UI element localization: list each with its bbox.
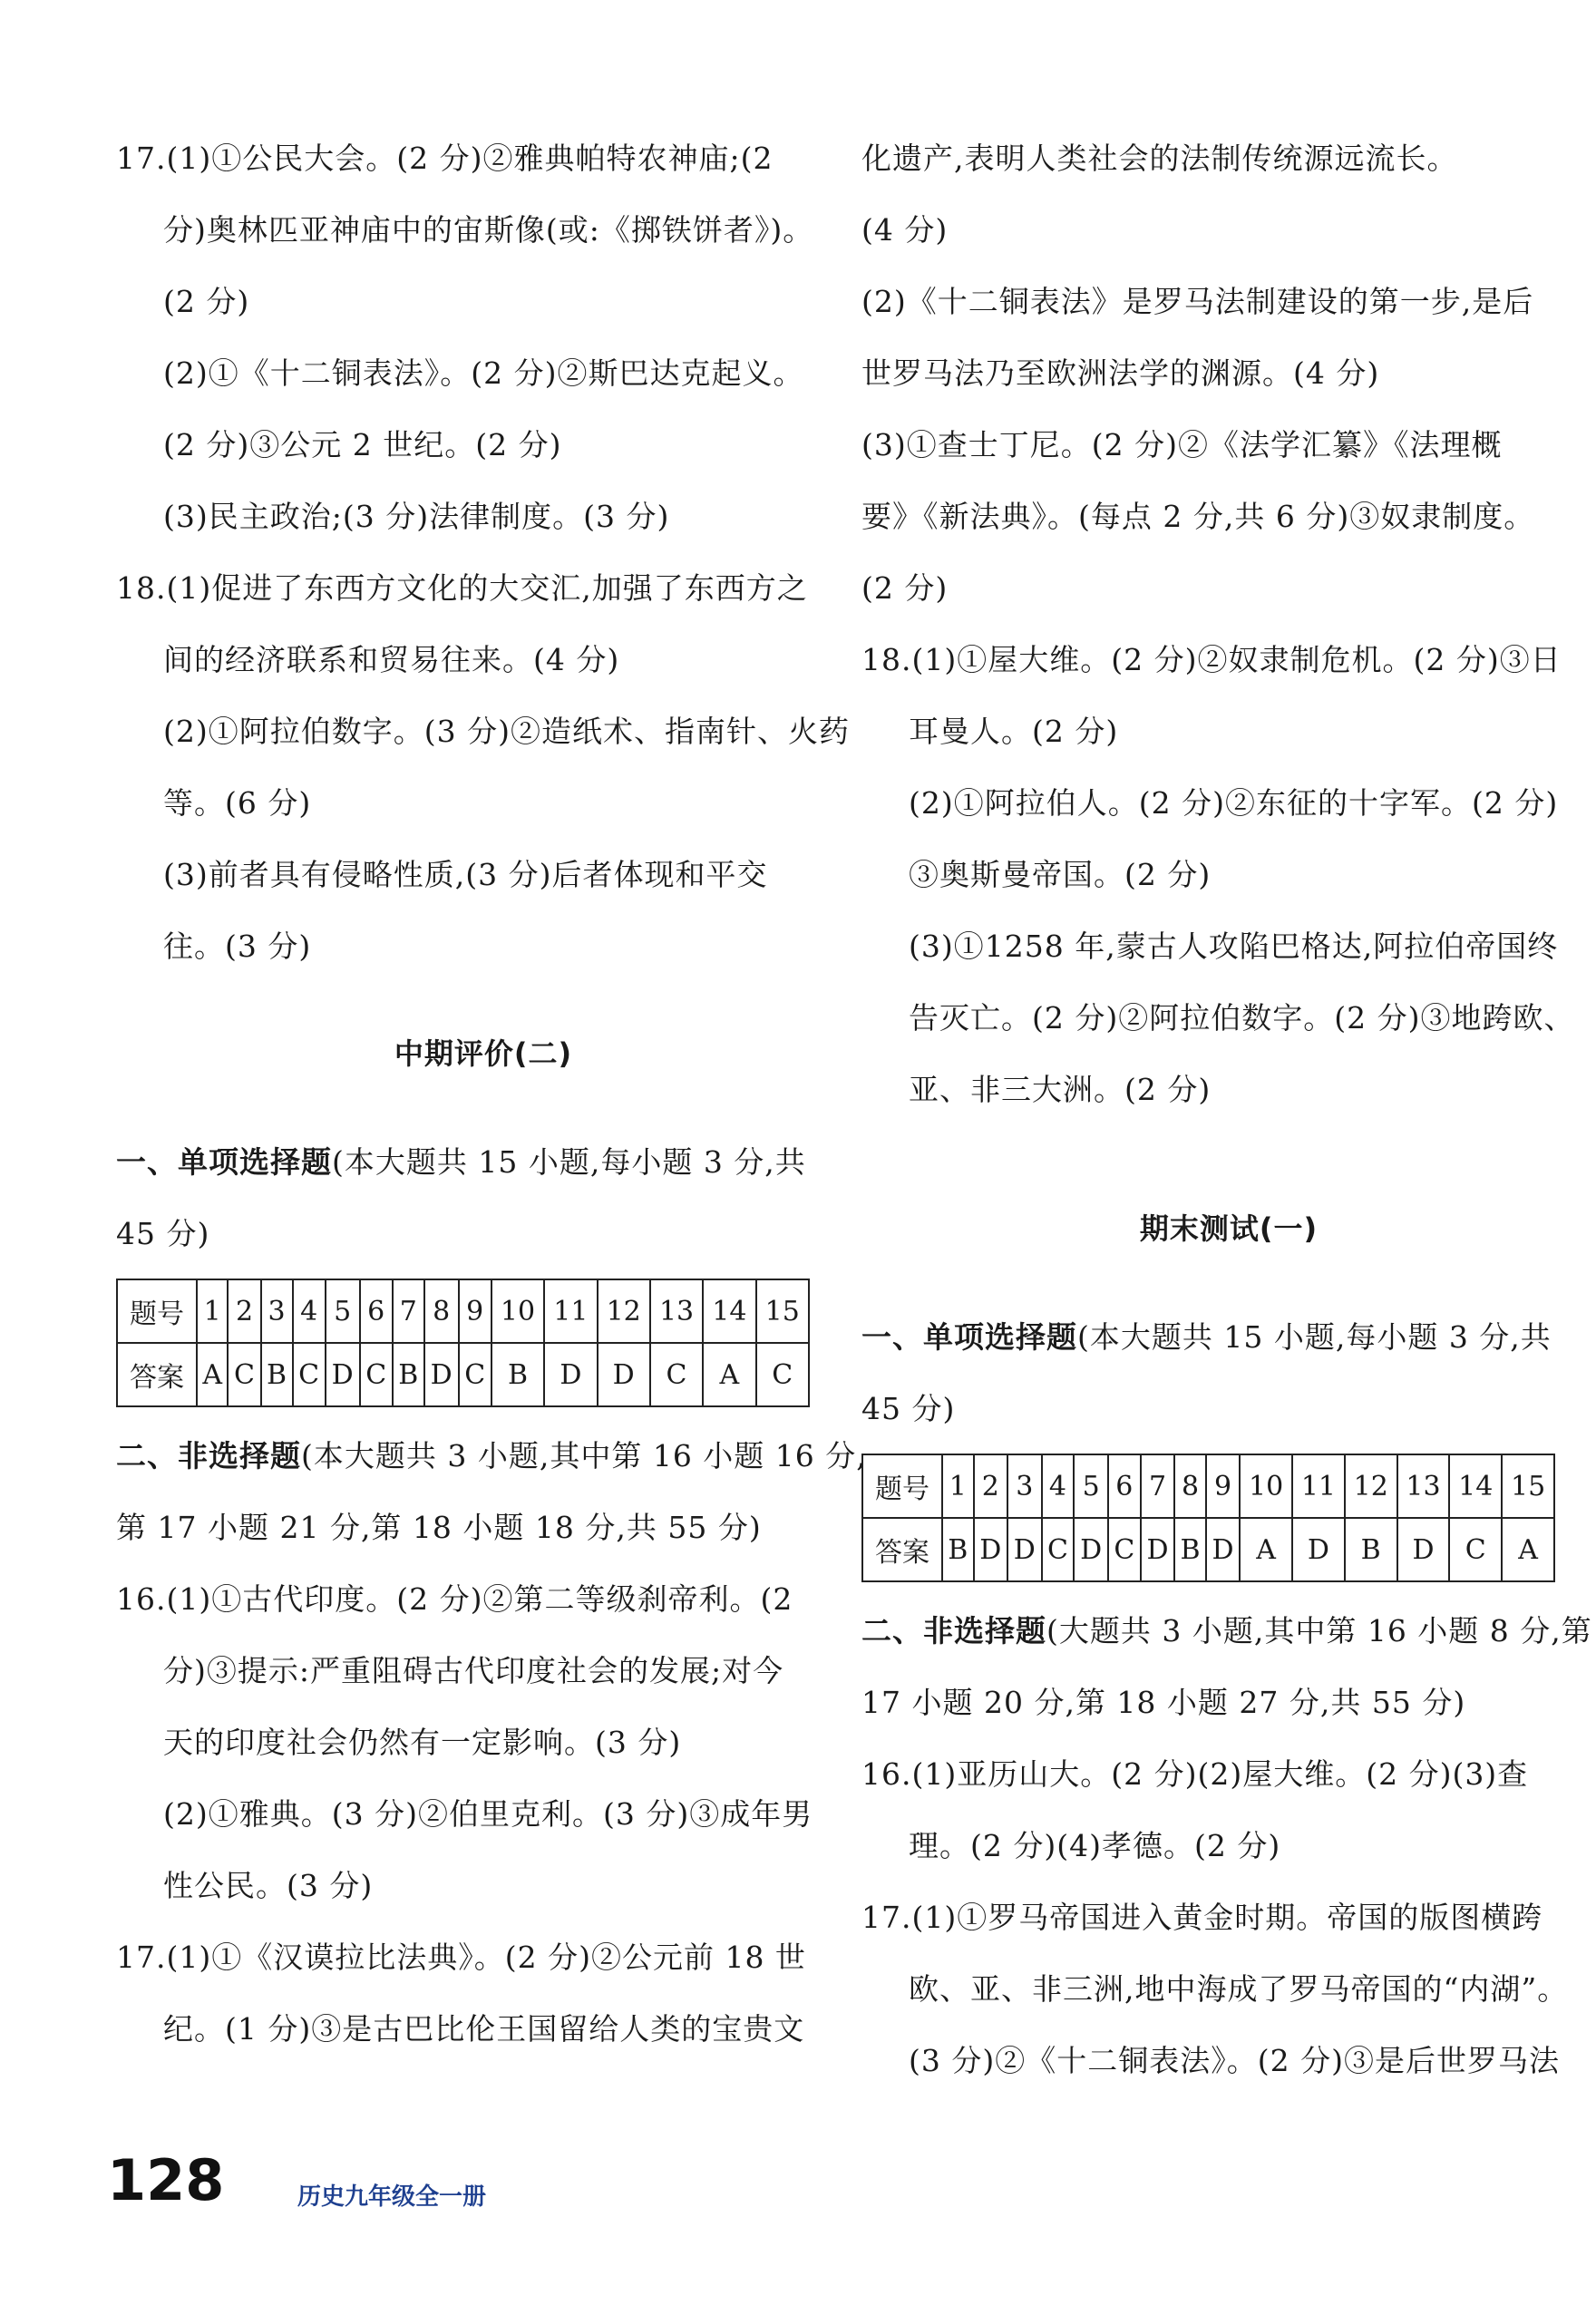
answer-cell: C [650, 1343, 703, 1406]
question-number-cell: 3 [261, 1279, 293, 1343]
answer-cell: C [1042, 1518, 1075, 1581]
answer-cell: B [393, 1343, 424, 1406]
answer-line: 等。(6 分) [163, 785, 312, 821]
answer-cell: D [974, 1518, 1007, 1581]
left-column [116, 122, 867, 2065]
answer-line: ③奥斯曼帝国。(2 分) [909, 857, 1212, 892]
book-title: 历史九年级全一册 [297, 2183, 487, 2211]
answer-cell: A [1502, 1518, 1554, 1581]
answer-line: (3)前者具有侵略性质,(3 分)后者体现和平交 [163, 857, 768, 892]
answer-cell: C [756, 1343, 809, 1406]
answer-line: 16.(1)亚历山大。(2 分)(2)屋大维。(2 分)(3)查 [861, 1756, 1529, 1792]
part1-heading-cont: 45 分) [116, 1216, 210, 1251]
table-row-label-answer: 答案 [117, 1343, 197, 1406]
part2-heading [861, 1595, 1596, 1667]
question-number-cell: 9 [459, 1279, 491, 1343]
answer-line: 分)奥林匹亚神庙中的宙斯像(或:《掷铁饼者》)。 [163, 212, 814, 248]
answer-table [861, 1454, 1555, 1582]
right-column [861, 122, 1596, 2096]
answer-cell: A [197, 1343, 228, 1406]
answer-cell: B [491, 1343, 544, 1406]
answer-line: (2)①阿拉伯人。(2 分)②东征的十字军。(2 分) [909, 785, 1559, 821]
question-number-cell: 1 [197, 1279, 228, 1343]
part1-head-detail: (本大题共 15 小题,每小题 3 分,共 [1077, 1319, 1552, 1355]
answer-line: 世罗马法乃至欧洲法学的渊源。(4 分) [861, 355, 1380, 391]
answer-line: (2 分) [163, 284, 250, 319]
question-number-cell: 6 [360, 1279, 393, 1343]
question-number-cell: 6 [1108, 1454, 1141, 1518]
answer-line: (3)民主政治;(3 分)法律制度。(3 分) [163, 499, 670, 534]
answer-cell: D [1397, 1518, 1450, 1581]
page-number: 128 [107, 2147, 225, 2213]
part2-head-detail: (本大题共 3 小题,其中第 16 小题 16 分, [301, 1438, 867, 1473]
answer-line: 亚、非三大洲。(2 分) [909, 1072, 1212, 1107]
table-row-label-answer: 答案 [862, 1518, 942, 1581]
answer-cell: C [1449, 1518, 1502, 1581]
answer-line: 往。(3 分) [163, 929, 312, 964]
question-number-cell: 13 [650, 1279, 703, 1343]
answer-cell: D [544, 1343, 597, 1406]
answer-cell: D [598, 1343, 650, 1406]
answer-cell: D [326, 1343, 360, 1406]
answer-line: (2)①雅典。(3 分)②伯里克利。(3 分)③成年男 [163, 1796, 813, 1832]
question-number-cell: 11 [544, 1279, 597, 1343]
right-answers-block-2 [861, 1738, 1596, 2096]
table-row-label-number: 题号 [862, 1454, 942, 1518]
answer-line: 分)③提示:严重阻碍古代印度社会的发展;对今 [163, 1653, 784, 1688]
part2-heading-cont: 17 小题 20 分,第 18 小题 27 分,共 55 分) [861, 1685, 1466, 1720]
answer-line: 欧、亚、非三洲,地中海成了罗马帝国的“内湖”。 [909, 1971, 1569, 2007]
question-number-cell: 15 [756, 1279, 809, 1343]
question-number-cell: 2 [974, 1454, 1007, 1518]
answer-line: 17.(1)①《汉谟拉比法典》。(2 分)②公元前 18 世 [116, 1940, 806, 1975]
answer-line: 17.(1)①罗马帝国进入黄金时期。帝国的版图横跨 [861, 1900, 1543, 1935]
answer-line: (2)①阿拉伯数字。(3 分)②造纸术、指南针、火药 [163, 714, 850, 749]
question-number-cell: 8 [424, 1279, 459, 1343]
answer-cell: C [228, 1343, 260, 1406]
answer-line: (3)①查士丁尼。(2 分)②《法学汇纂》《法理概 [861, 427, 1503, 462]
question-number-cell: 4 [1042, 1454, 1075, 1518]
left-answers-block-2 [116, 1563, 851, 2065]
part1-head-label: 一、单项选择题 [861, 1319, 1077, 1355]
question-number-cell: 10 [491, 1279, 544, 1343]
part1-heading-cont: 45 分) [861, 1391, 956, 1426]
answer-cell: C [1108, 1518, 1141, 1581]
part1-heading [116, 1126, 851, 1198]
question-number-cell: 7 [1141, 1454, 1174, 1518]
question-number-cell: 3 [1007, 1454, 1041, 1518]
answer-table [116, 1279, 810, 1407]
question-number-cell: 15 [1502, 1454, 1554, 1518]
answer-cell: C [293, 1343, 326, 1406]
answer-cell: B [261, 1343, 293, 1406]
section-title-midterm-2: 中期评价(二) [394, 1036, 573, 1071]
answer-cell: B [1345, 1518, 1397, 1581]
answer-cell: A [703, 1343, 755, 1406]
question-number-cell: 12 [1345, 1454, 1397, 1518]
question-number-cell: 12 [598, 1279, 650, 1343]
question-number-cell: 13 [1397, 1454, 1450, 1518]
answer-line: (2)①《十二铜表法》。(2 分)②斯巴达克起义。 [163, 355, 804, 391]
part1-head-detail: (本大题共 15 小题,每小题 3 分,共 [332, 1144, 806, 1180]
question-number-cell: 10 [1240, 1454, 1292, 1518]
answer-line: 要》《新法典》。(每点 2 分,共 6 分)③奴隶制度。 [861, 499, 1535, 534]
answer-cell: B [1174, 1518, 1206, 1581]
answer-cell: D [1206, 1518, 1240, 1581]
answer-line: 化遗产,表明人类社会的法制传统源远流长。 [861, 141, 1458, 176]
part2-heading [116, 1420, 867, 1492]
question-number-cell: 9 [1206, 1454, 1240, 1518]
answer-line: (4 分) [861, 212, 949, 248]
question-number-cell: 2 [228, 1279, 260, 1343]
answer-line: (2 分)③公元 2 世纪。(2 分) [163, 427, 562, 462]
left-answers-block-1 [116, 122, 851, 982]
part2-heading-cont: 第 17 小题 21 分,第 18 小题 18 分,共 55 分) [116, 1510, 762, 1545]
right-answers-block-1 [861, 122, 1596, 1125]
question-number-cell: 8 [1174, 1454, 1206, 1518]
answer-line: (2)《十二铜表法》是罗马法制建设的第一步,是后 [861, 284, 1534, 319]
question-number-cell: 5 [1074, 1454, 1107, 1518]
question-number-cell: 7 [393, 1279, 424, 1343]
question-number-cell: 1 [942, 1454, 974, 1518]
question-number-cell: 14 [703, 1279, 755, 1343]
answer-cell: C [360, 1343, 393, 1406]
answer-line: 纪。(1 分)③是古巴比伦王国留给人类的宝贵文 [163, 2011, 805, 2047]
answer-line: 理。(2 分)(4)孝德。(2 分) [909, 1828, 1281, 1863]
part1-head-label: 一、单项选择题 [116, 1144, 332, 1180]
answer-line: 17.(1)①公民大会。(2 分)②雅典帕特农神庙;(2 [116, 141, 774, 176]
answer-cell: C [459, 1343, 491, 1406]
answer-line: 耳曼人。(2 分) [909, 714, 1119, 749]
answer-line: (3 分)②《十二铜表法》。(2 分)③是后世罗马法 [909, 2043, 1560, 2078]
answer-line: 间的经济联系和贸易往来。(4 分) [163, 642, 620, 677]
answer-line: (3)①1258 年,蒙古人攻陷巴格达,阿拉伯帝国终 [909, 929, 1559, 964]
table-row-label-number: 题号 [117, 1279, 197, 1343]
question-number-cell: 14 [1449, 1454, 1502, 1518]
answer-cell: B [942, 1518, 974, 1581]
answer-cell: D [1007, 1518, 1041, 1581]
part2-head-label: 二、非选择题 [861, 1613, 1046, 1648]
part2-head-label: 二、非选择题 [116, 1438, 301, 1473]
question-number-cell: 11 [1292, 1454, 1345, 1518]
answer-line: 18.(1)①屋大维。(2 分)②奴隶制危机。(2 分)③日 [861, 642, 1562, 677]
answer-line: 告灭亡。(2 分)②阿拉伯数字。(2 分)③地跨欧、 [909, 1000, 1575, 1036]
section-title-final-1: 期末测试(一) [1139, 1211, 1319, 1246]
part2-head-detail: (大题共 3 小题,其中第 16 小题 8 分,第 [1046, 1613, 1592, 1648]
part1-heading [861, 1301, 1596, 1373]
answer-cell: D [1292, 1518, 1345, 1581]
answer-cell: D [1074, 1518, 1107, 1581]
answer-line: 16.(1)①古代印度。(2 分)②第二等级刹帝利。(2 [116, 1581, 793, 1617]
answer-cell: D [1141, 1518, 1174, 1581]
answer-cell: A [1240, 1518, 1292, 1581]
question-number-cell: 4 [293, 1279, 326, 1343]
answer-line: 天的印度社会仍然有一定影响。(3 分) [163, 1725, 682, 1760]
answer-line: 性公民。(3 分) [163, 1868, 374, 1903]
answer-cell: D [424, 1343, 459, 1406]
answer-line: (2 分) [861, 570, 949, 606]
question-number-cell: 5 [326, 1279, 360, 1343]
answer-line: 18.(1)促进了东西方文化的大交汇,加强了东西方之 [116, 570, 808, 606]
